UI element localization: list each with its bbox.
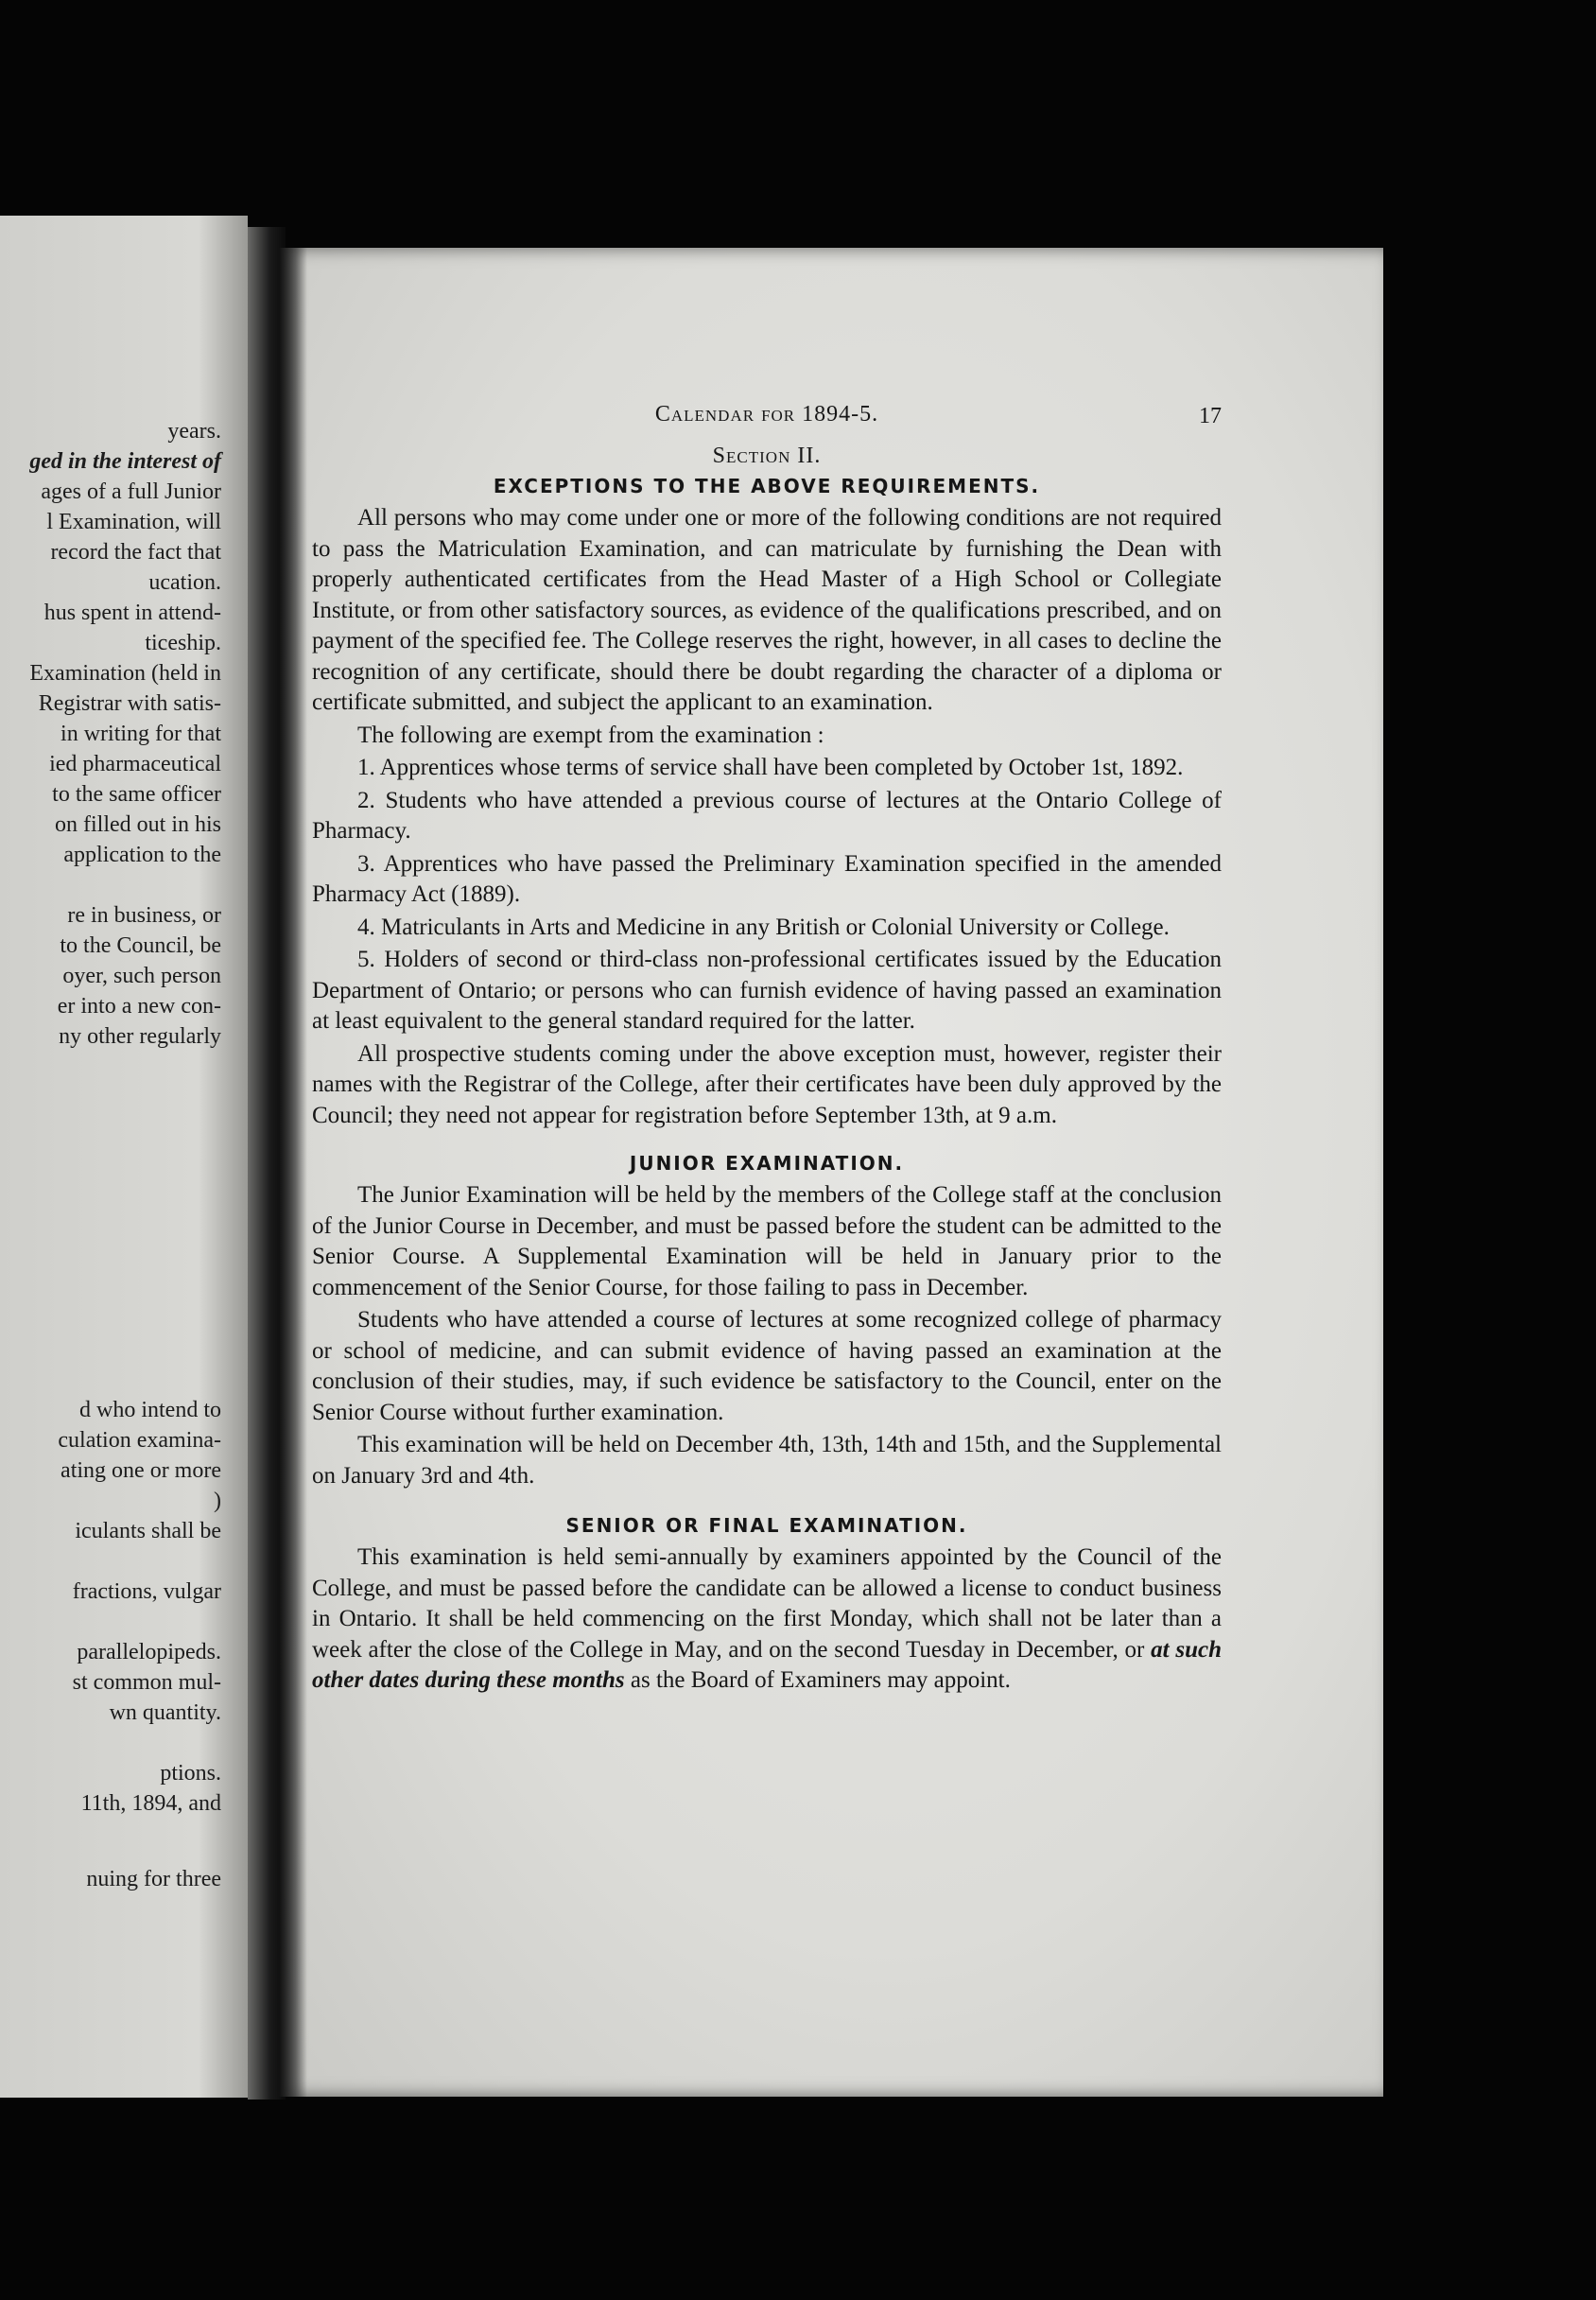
left-line: 11th, 1894, and [80, 1791, 221, 1816]
left-line: record the fact that [50, 540, 221, 565]
left-line: st common mul- [72, 1670, 221, 1695]
running-head: Calendar for 1894-5. [654, 402, 879, 427]
left-line: Examination (held in [29, 661, 221, 686]
left-line: parallelopipeds. [77, 1640, 221, 1664]
left-line: ) [214, 1489, 221, 1513]
exceptions-closing: All prospective students coming under the above exception must, however, register their names with the Registrar of the College, after their certificates have been duly approved by the Council; they need not appear for registration before September 13th, at 9 a.m. [312, 1040, 1222, 1128]
senior-text: This examination is held semi-annually by examiners appointed by the Council of the College, and must be passed before the candidate can be allowed a license to conduct business in Ontario. It shall be held commencing on the first Monday, which shall not be later than a week after the close of the College in May, and on the second Tuesday in December, or [312, 1544, 1222, 1663]
previous-page-fragment [0, 216, 248, 2098]
exceptions-heading: EXCEPTIONS TO THE ABOVE REQUIREMENTS. [493, 475, 1041, 497]
left-line: ied pharmaceutical [49, 752, 221, 776]
left-line: years. [167, 419, 221, 444]
left-line: ucation. [148, 570, 221, 595]
exceptions-intro: All persons who may come under one or more of the following conditions are not required to pass the Matriculation Examination, and can matriculate by furnishing the Dean with properly authenticated certificates from the Head Master of a High School or Collegiate Institute, or from other satisfactory sources, as evidence of the qualifications prescribed, and on payment of the specified fee. The College reserves the right, however, in all cases to decline the recognition of any certificate, should there be doubt regarding the character of a diploma or certificate submitted, and subject the applicant to an examination. [312, 505, 1222, 715]
left-line: hus spent in attend- [43, 601, 221, 625]
left-line: Registrar with satis- [38, 691, 221, 716]
left-line: fractions, vulgar [72, 1579, 221, 1604]
left-line: ticeship. [145, 631, 221, 655]
left-line: ages of a full Junior [41, 479, 221, 504]
exempt-item: 2. Students who have attended a previous course of lectures at the Ontario College of Pharmacy. [312, 787, 1222, 844]
page-number: 17 [1199, 404, 1222, 428]
page-content [312, 402, 1222, 1699]
left-line: application to the [63, 843, 221, 867]
exempt-item: 4. Matriculants in Arts and Medicine in any British or Colonial University or College. [357, 914, 1170, 940]
left-line: ny other regularly [59, 1024, 221, 1049]
section-label: Section II. [712, 444, 822, 468]
left-line: on filled out in his [55, 812, 221, 837]
left-line: oyer, such person [62, 964, 221, 988]
left-line: er into a new con- [57, 994, 221, 1019]
left-line: to the same officer [52, 782, 221, 807]
senior-text: as the Board of Examiners may appoint. [624, 1667, 1011, 1693]
left-line: nuing for three [86, 1867, 221, 1891]
left-line: iculants shall be [75, 1519, 221, 1543]
left-line: re in business, or [67, 903, 221, 928]
left-line: wn quantity. [109, 1700, 221, 1725]
left-line: l Examination, will [46, 510, 221, 534]
junior-paragraph: The Junior Examination will be held by the members of the College staff at the conclusion of the Junior Course in December, and must be passed before the student can be admitted to the Senior Course. A Supplemental Examination will be held in January prior to the commencement of the Senior Course, for those failing to pass in December. [312, 1182, 1222, 1300]
exempt-item: 3. Apprentices who have passed the Preliminary Examination specified in the amended Pharmacy Act (1889). [312, 850, 1222, 907]
exempt-intro: The following are exempt from the examination : [357, 722, 824, 748]
left-line: in writing for that [61, 722, 221, 746]
left-line: d who intend to [79, 1398, 221, 1422]
junior-paragraph: This examination will be held on December 4th, 13th, 14th and 15th, and the Supplemental on January 3rd and 4th. [312, 1432, 1222, 1489]
page-header [312, 402, 1222, 440]
left-line: culation examina- [58, 1428, 221, 1453]
left-line: ged in the interest of [29, 449, 221, 474]
senior-heading: SENIOR OR FINAL EXAMINATION. [565, 1514, 968, 1537]
left-line: ating one or more [61, 1458, 221, 1483]
junior-paragraph: Students who have attended a course of lectures at some recognized college of pharmacy or school of medicine, and can submit evidence of having passed an examination at the conclusion of their studies, may, if such evidence be satisfactory to the Council, enter on the Senior Course without further examination. [312, 1307, 1222, 1425]
left-line: ptions. [160, 1761, 221, 1786]
exempt-item: 5. Holders of second or third-class non-professional certificates issued by the Education Department of Ontario; or persons who can furnish evidence of having passed an examination at least equivalent to the general standard required for the latter. [312, 947, 1222, 1034]
exempt-item: 1. Apprentices whose terms of service shall have been completed by October 1st, 1892. [357, 755, 1184, 780]
senior-paragraph [312, 1542, 1222, 1697]
junior-heading: JUNIOR EXAMINATION. [629, 1152, 905, 1175]
spine-shadow [279, 248, 307, 2097]
senior-emphasis: at such other dates during these months [312, 1636, 1222, 1693]
left-line: to the Council, be [60, 933, 221, 958]
